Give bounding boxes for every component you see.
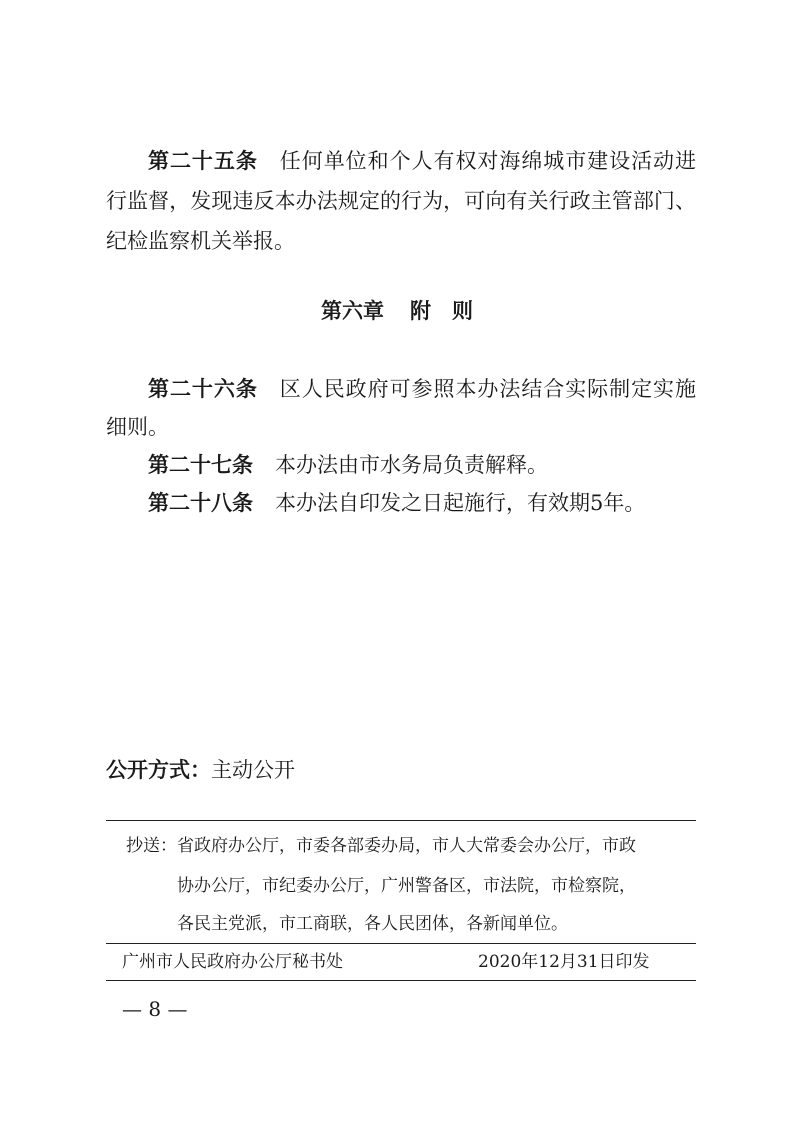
article-26-line-1 bbox=[148, 374, 696, 404]
cc-line-3: 各民主党派，市工商联，各人民团体，各新闻单位。 bbox=[177, 914, 568, 934]
article-26-title: 第二十六条 bbox=[148, 377, 258, 401]
footer-bottom-rule bbox=[106, 980, 696, 981]
article-25-text-1: 任何单位和个人有权对海绵城市建设活动进 bbox=[279, 149, 697, 173]
issuer-office: 广州市人民政府办公厅秘书处 bbox=[122, 952, 343, 972]
cc-line-2: 协办公厅，市纪委办公厅，广州警备区，市法院，市检察院， bbox=[177, 876, 636, 896]
chapter-heading bbox=[0, 296, 794, 326]
chapter-name: 附 则 bbox=[410, 299, 473, 323]
article-28-title: 第二十八条 bbox=[148, 491, 253, 515]
article-27-title: 第二十七条 bbox=[148, 453, 253, 477]
article-27-text: 本办法由市水务局负责解释。 bbox=[275, 453, 548, 477]
article-25-title: 第二十五条 bbox=[148, 149, 258, 173]
article-25-line-3: 纪检监察机关举报。 bbox=[106, 229, 295, 253]
cc-line-1 bbox=[126, 834, 636, 858]
article-26-line-2: 细则。 bbox=[106, 415, 169, 439]
article-25-line-2: 行监督，发现违反本办法规定的行为，可向有关行政主管部门、 bbox=[106, 189, 696, 213]
article-28 bbox=[148, 488, 738, 518]
article-27 bbox=[148, 450, 738, 480]
article-28-text: 本办法自印发之日起施行，有效期5年。 bbox=[275, 491, 646, 515]
page-number: — 8 — bbox=[122, 997, 188, 1021]
disclosure-label: 公开方式： bbox=[106, 758, 211, 782]
cc-label: 抄送： bbox=[126, 836, 177, 856]
article-26-text-1: 区人民政府可参照本办法结合实际制定实施 bbox=[279, 377, 697, 401]
article-25-line-1 bbox=[148, 146, 696, 176]
footer-middle-rule bbox=[106, 943, 696, 944]
footer-top-rule bbox=[106, 820, 696, 821]
disclosure-value: 主动公开 bbox=[211, 758, 295, 782]
chapter-number: 第六章 bbox=[321, 299, 384, 323]
issue-date: 2020年12月31日印发 bbox=[478, 952, 650, 972]
disclosure-method bbox=[106, 755, 295, 785]
cc-text-1: 省政府办公厅，市委各部委办局，市人大常委会办公厅，市政 bbox=[177, 836, 636, 856]
